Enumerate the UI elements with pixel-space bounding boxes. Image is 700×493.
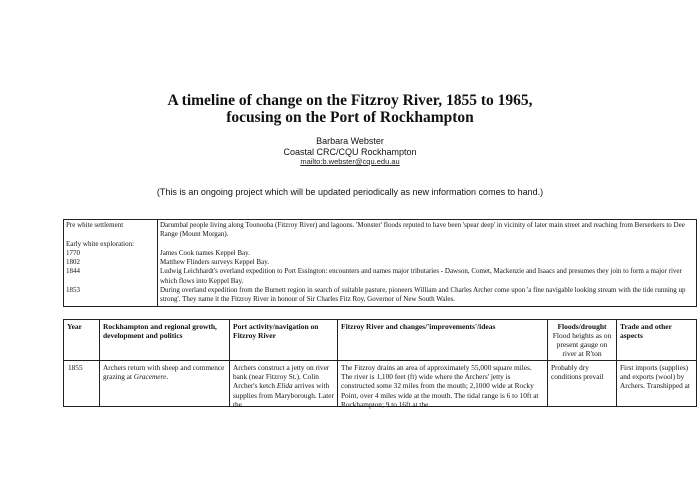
table-row [64,220,697,307]
period-label: Early white exploration: [66,239,135,248]
header-river: Fitzroy River and changes/'improvements'/ideas [338,320,548,361]
event-text: Matthew Flinders surveys Keppel Bay. [160,258,269,267]
header-port: Port activity/navigation on Fitzroy River [230,320,338,361]
port-text: Archers construct a jetty on river bank (near Fitzroy St.). Colin Archer's ketch [233,363,330,391]
timeline-table [63,319,697,407]
port-text-cont: arrives with supplies from Maryborough. Later the [233,381,334,409]
spacer [66,295,155,304]
event-text: During overland expedition from the Burnett region in search of suitable pasture, pioneers William and Charles Archer come upon 'a fine navigable looking stream with the tide running up strong'. They name it the Fitzroy River in honour of Sir Charles Fitz Roy, Governor of New South Wales. [160,286,686,304]
cell-growth [100,361,230,407]
cell-port [230,361,338,407]
period-label: 1853 [66,286,80,295]
byline [0,136,700,168]
period-label: Pre white settlement [66,221,124,229]
port-ship-name: Elida [276,381,293,391]
cell-river [338,361,548,407]
floods-text: Probably dry conditions prevail [551,363,604,382]
event-column [158,220,697,307]
header-trade: Trade and other aspects [617,320,697,361]
period-label: 1844 [66,267,80,276]
event-text: Ludwig Leichhardt's overland expedition to Port Essington: encounters and names major tributaries - Dawson, Comet, Mackenzie and Isaacs and presumes they join to form a major river which flows into Keppel Bay. [160,267,682,285]
header-year: Year [64,320,100,361]
header-floods-sub: Flood heights as on present gauge on river at R'ton [552,331,612,358]
document-title [0,92,700,126]
growth-suffix: . [166,372,169,382]
title-line-2: focusing on the Port of Rockhampton [226,109,474,126]
period-label: 1802 [66,258,80,267]
growth-place: Gracemere [133,372,167,382]
spacer [66,230,155,239]
growth-text: Archers return with sheep and commence grazing at [103,363,225,382]
event-text: Darumbal people living along Toonooba (Fitzroy River) and lagoons. 'Monster' floods reputed to have been 'spear deep' in vicinity of later main street and reaching from Berserkers to Dee Range (Mount Morgan). [160,221,685,239]
title-line-1: A timeline of change on the Fitzroy River, 1855 to 1965, [167,92,533,109]
cell-trade [617,361,697,407]
header-floods [548,320,617,361]
cell-year-text: 1855 [68,363,83,372]
header-floods-title: Floods/drought [557,322,607,331]
table-row [64,361,697,407]
affiliation: Coastal CRC/CQU Rockhampton [283,146,417,157]
river-text: The Fitzroy drains an area of approximately 55,000 square miles. The river is 1,100 feet (ft) wide where the Archers' jetty is constructed some 32 miles from the mouth; 2,1000 wide at Rocky Point, over 4 miles wide at the mouth. The tidal range is 6 to 10ft at Rockhampton; 9 to 16ft at the [341,363,539,409]
ongoing-project-note: (This is an ongoing project which will be updated periodically as new information comes to hand.) [156,187,544,197]
pre-settlement-table [63,219,697,307]
cell-floods [548,361,617,407]
email-link[interactable]: mailto:b.webster@cqu.edu.au [300,157,400,166]
header-growth: Rockhampton and regional growth, development and politics [100,320,230,361]
trade-text: First imports (supplies) and exports (wool) by Archers. Transhipped at [620,363,690,391]
author-name: Barbara Webster [316,136,384,146]
spacer [66,277,155,286]
event-text: James Cook names Keppel Bay. [160,248,250,257]
period-column [64,220,158,307]
table-header-row [64,320,697,361]
period-label: 1770 [66,248,80,257]
spacer [160,240,694,249]
cell-year [64,361,100,407]
